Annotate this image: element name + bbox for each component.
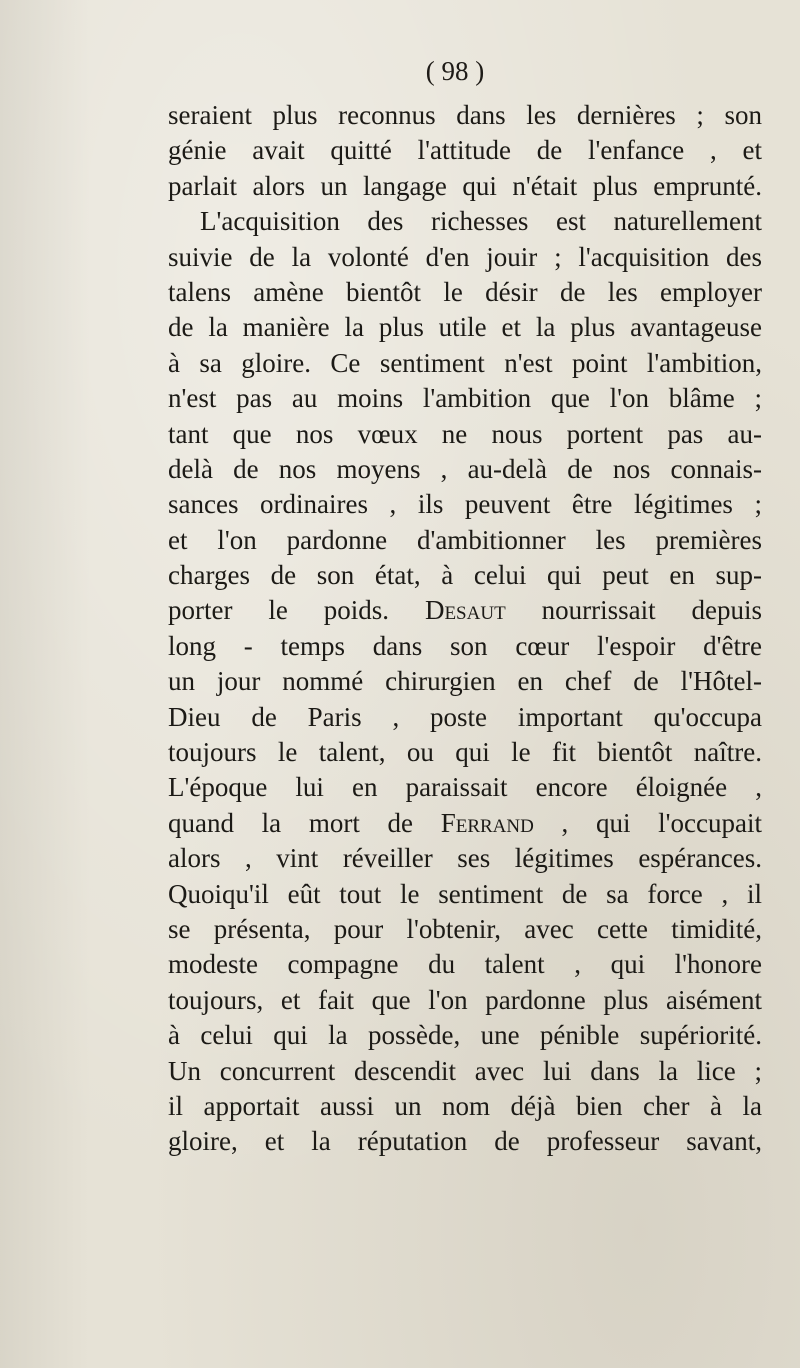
text-line: parlait alors un langage qui n'était plus emprunté. xyxy=(168,170,762,201)
proper-name: Desaut xyxy=(424,595,506,626)
text-segment: , qui l'occupait xyxy=(533,807,763,838)
text-segment: nourrissait depuis xyxy=(505,595,762,626)
proper-name: Ferrand xyxy=(440,807,534,838)
page-gutter-shadow xyxy=(0,0,90,1368)
text-line: delà de nos moyens , au-delà de nos connais- xyxy=(168,453,762,484)
text-line xyxy=(168,806,762,841)
text-line: Un concurrent descendit avec lui dans la lice ; xyxy=(168,1055,762,1086)
text-line: génie avait quitté l'attitude de l'enfance , et xyxy=(168,135,762,166)
text-segment: porter le poids. xyxy=(168,595,425,626)
text-line: toujours, et fait que l'on pardonne plus aisément xyxy=(168,984,762,1015)
text-line: alors , vint réveiller ses légitimes espérances. xyxy=(168,843,762,874)
text-segment: quand la mort de xyxy=(168,807,441,838)
text-line: L'époque lui en paraissait encore éloignée , xyxy=(168,772,762,803)
text-line: un jour nommé chirurgien en chef de l'Hôtel- xyxy=(168,666,762,697)
text-line: se présenta, pour l'obtenir, avec cette timidité, xyxy=(168,913,762,944)
text-line: à celui qui la possède, une pénible supériorité. xyxy=(168,1020,762,1051)
text-line: seraient plus reconnus dans les dernières ; son xyxy=(168,100,762,130)
text-line: tant que nos vœux ne nous portent pas au- xyxy=(168,418,762,449)
text-line: modeste compagne du talent , qui l'honore xyxy=(168,949,762,980)
text-line: gloire, et la réputation de professeur savant, xyxy=(168,1126,762,1157)
text-line: n'est pas au moins l'ambition que l'on blâme ; xyxy=(168,383,762,414)
text-line: de la manière la plus utile et la plus avantageuse xyxy=(168,312,762,343)
text-line: sances ordinaires , ils peuvent être légitimes ; xyxy=(168,489,762,520)
body-text xyxy=(168,98,762,1160)
text-line: charges de son état, à celui qui peut en sup- xyxy=(168,560,762,591)
text-line: il apportait aussi un nom déjà bien cher à la xyxy=(168,1090,762,1121)
text-line: talens amène bientôt le désir de les employer xyxy=(168,276,762,307)
text-line: toujours le talent, ou qui le fit bientôt naître. xyxy=(168,737,762,768)
text-line: suivie de la volonté d'en jouir ; l'acquisition des xyxy=(168,241,762,272)
page-number: ( 98 ) xyxy=(425,56,485,86)
text-line: et l'on pardonne d'ambitionner les premières xyxy=(168,524,762,555)
text-line: Quoiqu'il eût tout le sentiment de sa force , il xyxy=(168,878,762,909)
text-line: L'acquisition des richesses est naturellement xyxy=(200,206,762,237)
text-line: à sa gloire. Ce sentiment n'est point l'ambition, xyxy=(168,347,762,378)
text-line xyxy=(168,593,762,628)
text-line: Dieu de Paris , poste important qu'occupa xyxy=(168,701,762,732)
text-line: long - temps dans son cœur l'espoir d'être xyxy=(168,630,762,661)
